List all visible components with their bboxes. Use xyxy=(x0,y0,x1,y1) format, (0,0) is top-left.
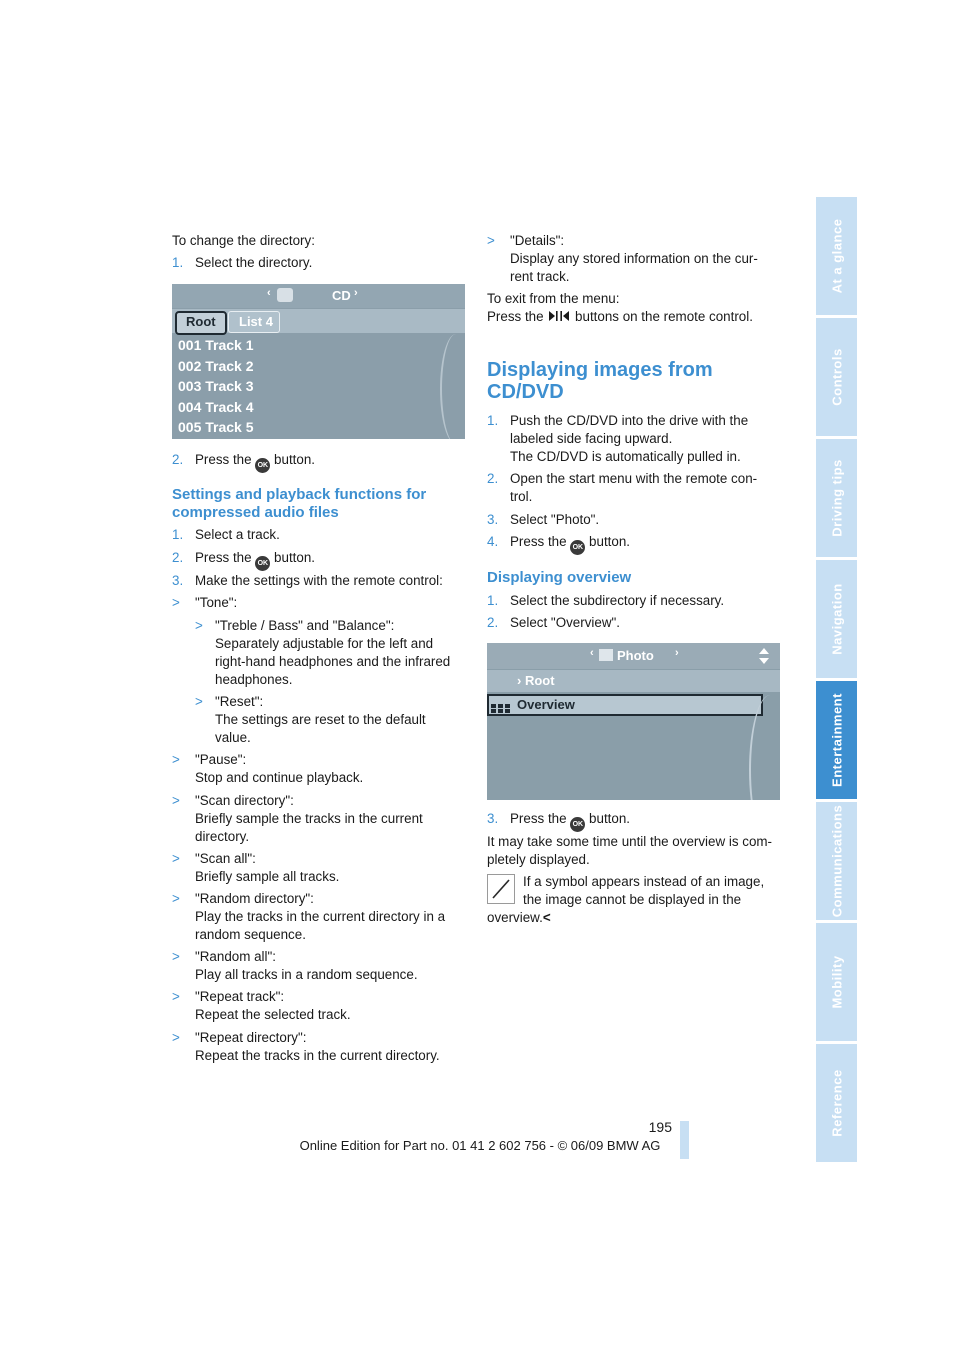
bullet-text: random sequence. xyxy=(195,927,306,942)
bullet-treble xyxy=(195,617,451,687)
settings-step-1 xyxy=(172,526,280,544)
overview-step-3 xyxy=(487,810,630,828)
right-arrow-icon: › xyxy=(675,647,679,659)
step-2 xyxy=(172,451,315,469)
step-number: 2. xyxy=(487,615,499,630)
tab-driving-tips[interactable] xyxy=(816,439,857,557)
section-heading xyxy=(487,359,713,403)
overview-note xyxy=(487,833,772,869)
bullet-text: Separately adjustable for the left and xyxy=(215,636,434,651)
step-number: 1. xyxy=(172,527,184,542)
step-number: 2. xyxy=(487,471,499,486)
paragraph-line: pletely displayed. xyxy=(487,852,590,867)
step-number: 1. xyxy=(487,413,499,428)
note-text-end xyxy=(487,909,551,927)
bullet-text: Briefly sample the tracks in the current xyxy=(195,811,423,826)
bullet-text: headphones. xyxy=(215,672,293,687)
step-text: Press the xyxy=(195,550,252,565)
ok-button-icon: OK xyxy=(570,540,585,555)
step-text: button. xyxy=(589,534,630,549)
screen-title: Photo xyxy=(617,648,654,663)
bullet-text: rent track. xyxy=(510,269,570,284)
subsection-heading: Displaying overview xyxy=(487,569,632,586)
step-text: Select the directory. xyxy=(195,255,313,270)
ok-button-icon: OK xyxy=(255,556,270,571)
step-text: Select "Overview". xyxy=(510,615,620,630)
step-text: button. xyxy=(274,550,315,565)
bullet-pause xyxy=(172,751,364,785)
step-text: trol. xyxy=(510,489,533,504)
arrow-icon: › xyxy=(517,673,525,688)
root-row xyxy=(517,673,555,688)
bullet-marker: > xyxy=(172,891,180,906)
track-row: 005 Track 5 xyxy=(178,419,254,435)
bullet-details xyxy=(487,232,758,284)
heading-line: Settings and playback functions for xyxy=(172,486,427,503)
overview-step-2 xyxy=(487,614,620,632)
left-arrow-icon: ‹ xyxy=(590,647,594,659)
step-text: Push the CD/DVD into the drive with the xyxy=(510,413,749,428)
photo-step-1 xyxy=(487,412,749,464)
tab-label: Reference xyxy=(829,1069,844,1137)
track-row: 002 Track 2 xyxy=(178,358,254,374)
exit-text: To exit from the menu: xyxy=(487,291,620,306)
bullet-text: "Details": xyxy=(510,233,565,248)
ok-button-icon: OK xyxy=(570,817,585,832)
step-number: 2. xyxy=(172,452,184,467)
bullet-tone xyxy=(172,594,238,612)
tab-navigation[interactable] xyxy=(816,560,857,678)
cd-icon xyxy=(277,288,293,302)
photo-icon xyxy=(599,649,613,661)
bullet-text: Display any stored information on the cur- xyxy=(510,251,758,266)
bullet-text: directory. xyxy=(195,829,250,844)
screen-title: CD xyxy=(332,288,351,303)
bullet-random-directory xyxy=(172,890,446,942)
tab-label: Mobility xyxy=(829,955,844,1009)
step-number: 3. xyxy=(487,512,499,527)
step-text: Press the xyxy=(510,534,567,549)
step-text: Make the settings with the remote control: xyxy=(195,573,443,588)
photo-step-4 xyxy=(487,533,630,551)
bullet-marker: > xyxy=(172,949,180,964)
bullet-marker: > xyxy=(487,233,495,248)
right-arrow-icon: › xyxy=(354,287,358,299)
bullet-reset xyxy=(195,693,426,745)
tab-mobility[interactable] xyxy=(816,923,857,1041)
bullet-marker: > xyxy=(172,793,180,808)
screen-header xyxy=(172,284,465,308)
tab-label: Navigation xyxy=(829,583,844,655)
tab-label: Communications xyxy=(829,804,844,918)
step-text: button. xyxy=(274,452,315,467)
bullet-scan-all xyxy=(172,850,340,884)
intro-text: To change the directory: xyxy=(172,233,315,248)
settings-step-3 xyxy=(172,572,443,590)
end-marker: < xyxy=(542,910,551,925)
bullet-scan-directory xyxy=(172,792,423,844)
tab-label: Entertainment xyxy=(829,693,844,787)
left-arrow-icon: ‹ xyxy=(267,287,271,299)
step-number: 4. xyxy=(487,534,499,549)
step-1 xyxy=(172,254,313,272)
cd-directory-screenshot xyxy=(172,284,465,439)
overview-step-1 xyxy=(487,592,725,610)
tab-label: Driving tips xyxy=(829,459,844,537)
section-heading xyxy=(172,486,426,522)
bullet-text: "Treble / Bass" and "Balance": xyxy=(215,618,395,633)
bullet-text: "Tone": xyxy=(195,595,238,610)
bullet-text: "Random all": xyxy=(195,949,276,964)
step-number: 1. xyxy=(487,593,499,608)
photo-overview-screenshot xyxy=(487,643,780,800)
list-tab-label: List 4 xyxy=(239,314,273,329)
bullet-text: Stop and continue playback. xyxy=(195,770,364,785)
note-icon xyxy=(487,874,515,904)
step-text: labeled side facing upward. xyxy=(510,431,673,446)
step-text: Select "Photo". xyxy=(510,512,600,527)
bullet-text: Briefly sample all tracks. xyxy=(195,869,340,884)
step-text: Select the subdirectory if necessary. xyxy=(510,593,725,608)
paragraph-line: It may take some time until the overview is com- xyxy=(487,834,773,849)
step-text: The CD/DVD is automatically pulled in. xyxy=(510,449,741,464)
bullet-text: "Random directory": xyxy=(195,891,314,906)
bullet-text: Repeat the selected track. xyxy=(195,1007,351,1022)
heading-line: compressed audio files xyxy=(172,504,339,521)
chapter-tabs xyxy=(816,197,857,1165)
bullet-text: "Repeat directory": xyxy=(195,1030,307,1045)
bullet-marker: > xyxy=(172,595,180,610)
grid-icon xyxy=(491,700,511,709)
page-number: 195 xyxy=(648,1119,672,1135)
footer-edition: Online Edition for Part no. 01 41 2 602 756 - © 06/09 BMW AG xyxy=(299,1138,661,1153)
track-row: 001 Track 1 xyxy=(178,337,254,353)
step-text: button. xyxy=(589,811,630,826)
bullet-text: right-hand headphones and the infrared xyxy=(215,654,451,669)
heading-line: Displaying images from xyxy=(487,359,713,381)
bullet-text: The settings are reset to the default xyxy=(215,712,426,727)
step-number: 3. xyxy=(487,811,499,826)
note-text xyxy=(523,873,764,909)
paragraph-line: the image cannot be displayed in the xyxy=(523,892,742,907)
paragraph-line: If a symbol appears instead of an image, xyxy=(523,874,765,889)
bullet-marker: > xyxy=(172,752,180,767)
bullet-text: Repeat the tracks in the current directory. xyxy=(195,1048,440,1063)
tab-communications[interactable] xyxy=(816,802,857,920)
overview-label: Overview xyxy=(517,697,575,712)
tab-label: Controls xyxy=(829,348,844,406)
tab-controls[interactable] xyxy=(816,318,857,436)
step-number: 1. xyxy=(172,255,184,270)
prev-next-buttons-icon xyxy=(547,309,571,323)
root-label: Root xyxy=(524,673,555,688)
bullet-text: Play all tracks in a random sequence. xyxy=(195,967,418,982)
bullet-random-all xyxy=(172,948,418,982)
paragraph-line: overview. xyxy=(487,910,543,925)
step-text: Press the xyxy=(195,452,252,467)
bullet-marker: > xyxy=(172,851,180,866)
step-text: Select a track. xyxy=(195,527,280,542)
bullet-marker: > xyxy=(172,989,180,1004)
tab-label: At a glance xyxy=(829,218,844,294)
bullet-repeat-track xyxy=(172,988,351,1022)
tab-at-a-glance[interactable] xyxy=(816,197,857,315)
step-number: 2. xyxy=(172,550,184,565)
photo-step-2 xyxy=(487,470,758,504)
heading-line: CD/DVD xyxy=(487,381,564,403)
bullet-text: "Reset": xyxy=(215,694,264,709)
exit-text: buttons on the remote control. xyxy=(575,309,753,324)
bullet-text: value. xyxy=(215,730,251,745)
step-number: 3. xyxy=(172,573,184,588)
bullet-marker: > xyxy=(195,694,203,709)
step-text: Press the xyxy=(510,811,567,826)
bullet-text: "Scan directory": xyxy=(195,793,294,808)
bullet-marker: > xyxy=(195,618,203,633)
bullet-text: "Scan all": xyxy=(195,851,256,866)
step-text: Open the start menu with the remote con- xyxy=(510,471,758,486)
exit-text: Press the xyxy=(487,309,544,324)
bullet-marker: > xyxy=(172,1030,180,1045)
exit-instruction xyxy=(487,308,753,326)
bullet-repeat-directory xyxy=(172,1029,440,1063)
track-row: 003 Track 3 xyxy=(178,378,254,394)
bullet-text: "Pause": xyxy=(195,752,247,767)
tab-entertainment[interactable] xyxy=(816,681,857,799)
root-tab-label: Root xyxy=(186,314,216,329)
ok-button-icon: OK xyxy=(255,458,270,473)
track-row: 004 Track 4 xyxy=(178,399,254,415)
photo-step-3 xyxy=(487,511,600,529)
bullet-text: "Repeat track": xyxy=(195,989,285,1004)
settings-step-2 xyxy=(172,549,315,567)
scroll-arc xyxy=(440,334,465,439)
bullet-text: Play the tracks in the current directory in a xyxy=(195,909,446,924)
scroll-updown-icon xyxy=(755,647,773,665)
